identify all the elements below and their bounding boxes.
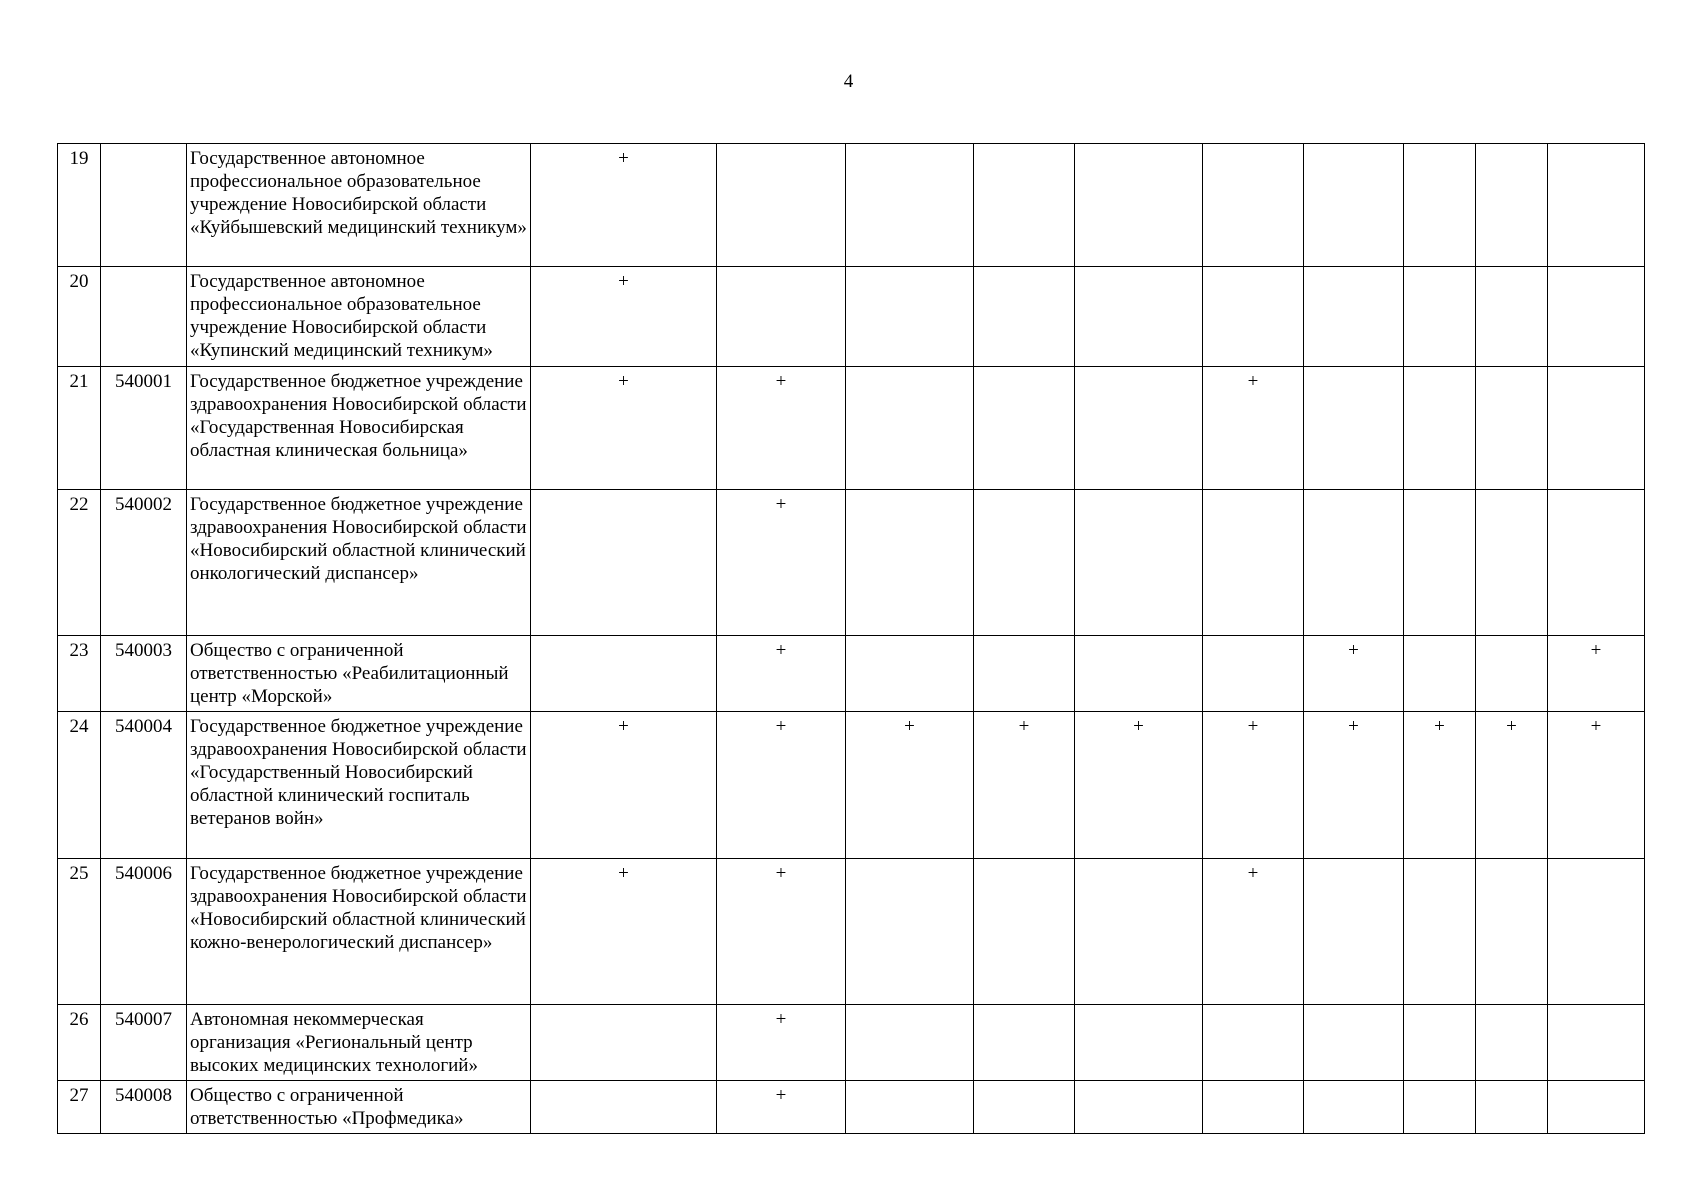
mark-cell	[717, 267, 846, 367]
mark-cell: +	[531, 367, 717, 490]
mark-cell: +	[1404, 712, 1476, 859]
table-body	[58, 144, 1645, 1134]
mark-cell	[1548, 490, 1645, 636]
table-row	[58, 1005, 1645, 1081]
mark-cell	[1304, 367, 1404, 490]
mark-cell: +	[717, 1081, 846, 1134]
mark-cell	[974, 1081, 1075, 1134]
organizations-table	[57, 143, 1645, 1134]
mark-cell	[1548, 367, 1645, 490]
mark-cell: +	[1203, 859, 1304, 1005]
mark-cell	[1203, 1005, 1304, 1081]
table-row	[58, 712, 1645, 859]
mark-cell	[1476, 1081, 1548, 1134]
mark-cell	[1203, 267, 1304, 367]
mark-cell	[846, 367, 974, 490]
organization-name: Автономная некоммерческая организация «Региональный центр высоких медицинских технологий»	[187, 1005, 531, 1081]
organization-name: Государственное автономное профессиональное образовательное учреждение Новосибирской области «Куйбышевский медицинский техникум»	[187, 144, 531, 267]
mark-cell	[1075, 267, 1203, 367]
mark-cell	[846, 636, 974, 712]
mark-cell	[1304, 267, 1404, 367]
mark-cell: +	[717, 490, 846, 636]
mark-cell	[974, 267, 1075, 367]
mark-cell	[531, 490, 717, 636]
row-code: 540007	[101, 1005, 187, 1081]
mark-cell	[1476, 490, 1548, 636]
table-row	[58, 490, 1645, 636]
mark-cell	[1075, 490, 1203, 636]
mark-cell	[531, 636, 717, 712]
mark-cell: +	[531, 267, 717, 367]
mark-cell: +	[1203, 367, 1304, 490]
row-code	[101, 267, 187, 367]
mark-cell: +	[717, 712, 846, 859]
mark-cell: +	[531, 712, 717, 859]
mark-cell	[974, 636, 1075, 712]
mark-cell	[846, 144, 974, 267]
mark-cell	[1304, 859, 1404, 1005]
organization-name: Общество с ограниченной ответственностью «Профмедика»	[187, 1081, 531, 1134]
row-code: 540004	[101, 712, 187, 859]
page-number: 4	[843, 71, 854, 92]
mark-cell: +	[717, 1005, 846, 1081]
mark-cell	[974, 144, 1075, 267]
organization-name: Государственное бюджетное учреждение здравоохранения Новосибирской области «Государственная Новосибирская областная клиническая больница»	[187, 367, 531, 490]
row-code: 540001	[101, 367, 187, 490]
mark-cell	[1476, 636, 1548, 712]
mark-cell	[1548, 1081, 1645, 1134]
mark-cell	[1404, 490, 1476, 636]
mark-cell	[1548, 859, 1645, 1005]
mark-cell	[974, 1005, 1075, 1081]
mark-cell	[1075, 859, 1203, 1005]
organization-name: Государственное бюджетное учреждение здравоохранения Новосибирской области «Государственный Новосибирский областной клинический госпиталь ветеранов войн»	[187, 712, 531, 859]
mark-cell	[1548, 267, 1645, 367]
mark-cell	[846, 490, 974, 636]
mark-cell	[1404, 367, 1476, 490]
organization-name: Государственное бюджетное учреждение здравоохранения Новосибирской области «Новосибирский областной клинический онкологический диспансер»	[187, 490, 531, 636]
table-row	[58, 636, 1645, 712]
mark-cell: +	[1476, 712, 1548, 859]
mark-cell	[1203, 144, 1304, 267]
mark-cell	[1404, 1005, 1476, 1081]
mark-cell: +	[846, 712, 974, 859]
mark-cell	[1075, 367, 1203, 490]
row-code	[101, 144, 187, 267]
mark-cell	[1304, 1081, 1404, 1134]
mark-cell	[1203, 636, 1304, 712]
row-code: 540008	[101, 1081, 187, 1134]
mark-cell	[1548, 144, 1645, 267]
mark-cell: +	[717, 636, 846, 712]
mark-cell	[846, 267, 974, 367]
table-row	[58, 267, 1645, 367]
table-row	[58, 1081, 1645, 1134]
row-code: 540006	[101, 859, 187, 1005]
row-number: 19	[58, 144, 101, 267]
mark-cell	[974, 859, 1075, 1005]
mark-cell: +	[1304, 712, 1404, 859]
mark-cell	[1075, 144, 1203, 267]
mark-cell	[1203, 490, 1304, 636]
mark-cell: +	[531, 859, 717, 1005]
mark-cell	[1075, 636, 1203, 712]
mark-cell	[846, 859, 974, 1005]
mark-cell	[1304, 144, 1404, 267]
table-row	[58, 144, 1645, 267]
mark-cell	[1203, 1081, 1304, 1134]
mark-cell: +	[1548, 712, 1645, 859]
mark-cell	[1476, 267, 1548, 367]
mark-cell	[1404, 636, 1476, 712]
row-number: 20	[58, 267, 101, 367]
mark-cell	[1476, 144, 1548, 267]
mark-cell	[974, 490, 1075, 636]
row-code: 540002	[101, 490, 187, 636]
organization-name: Государственное бюджетное учреждение здравоохранения Новосибирской области «Новосибирский областной клинический кожно-венерологический диспансер»	[187, 859, 531, 1005]
organization-name: Государственное автономное профессиональное образовательное учреждение Новосибирской области «Купинский медицинский техникум»	[187, 267, 531, 367]
mark-cell: +	[1304, 636, 1404, 712]
mark-cell: +	[717, 367, 846, 490]
mark-cell	[1476, 859, 1548, 1005]
mark-cell	[1304, 1005, 1404, 1081]
table-row	[58, 859, 1645, 1005]
table-row	[58, 367, 1645, 490]
row-code: 540003	[101, 636, 187, 712]
mark-cell	[717, 144, 846, 267]
row-number: 23	[58, 636, 101, 712]
mark-cell: +	[1203, 712, 1304, 859]
mark-cell: +	[1075, 712, 1203, 859]
row-number: 21	[58, 367, 101, 490]
row-number: 25	[58, 859, 101, 1005]
mark-cell	[1404, 1081, 1476, 1134]
mark-cell: +	[717, 859, 846, 1005]
row-number: 26	[58, 1005, 101, 1081]
organization-name: Общество с ограниченной ответственностью «Реабилитационный центр «Морской»	[187, 636, 531, 712]
row-number: 22	[58, 490, 101, 636]
row-number: 27	[58, 1081, 101, 1134]
mark-cell	[846, 1081, 974, 1134]
mark-cell	[1304, 490, 1404, 636]
mark-cell	[1404, 144, 1476, 267]
mark-cell: +	[1548, 636, 1645, 712]
row-number: 24	[58, 712, 101, 859]
mark-cell	[531, 1005, 717, 1081]
mark-cell: +	[974, 712, 1075, 859]
mark-cell	[846, 1005, 974, 1081]
mark-cell	[1404, 267, 1476, 367]
mark-cell	[1476, 367, 1548, 490]
mark-cell	[1404, 859, 1476, 1005]
mark-cell	[1075, 1081, 1203, 1134]
mark-cell: +	[531, 144, 717, 267]
mark-cell	[1075, 1005, 1203, 1081]
mark-cell	[531, 1081, 717, 1134]
mark-cell	[974, 367, 1075, 490]
mark-cell	[1548, 1005, 1645, 1081]
mark-cell	[1476, 1005, 1548, 1081]
